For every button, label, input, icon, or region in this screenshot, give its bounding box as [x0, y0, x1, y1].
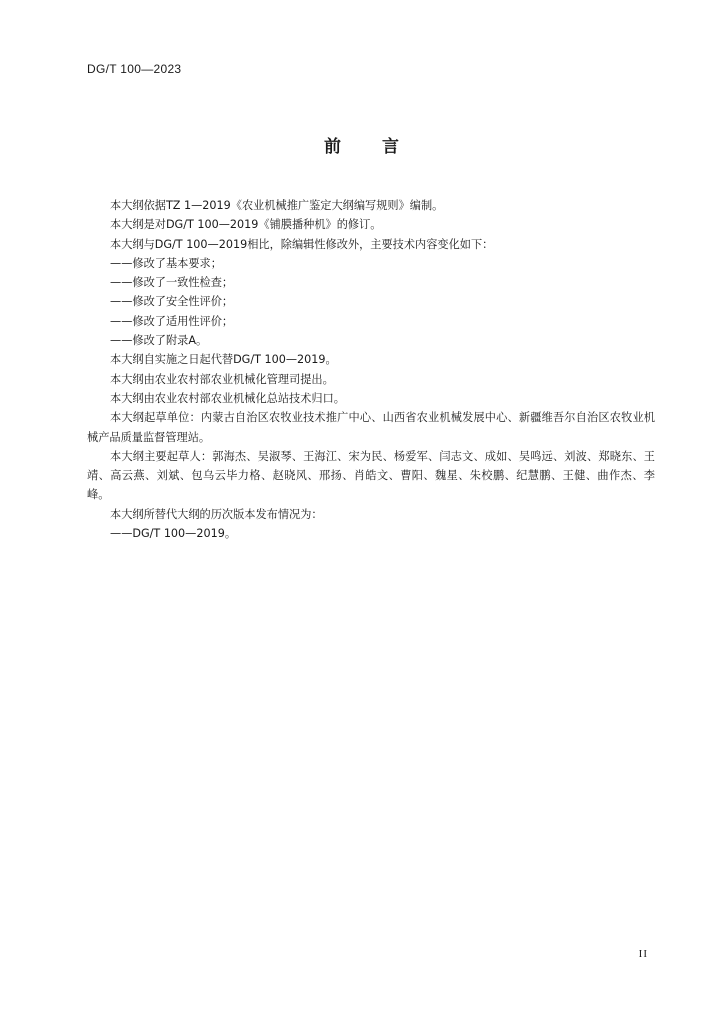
paragraph-basis: 本大纲依据TZ 1—2019《农业机械推广鉴定大纲编写规则》编制。 — [110, 199, 444, 212]
page-title — [0, 132, 724, 157]
foreword-body — [87, 196, 655, 543]
document-code-header: DG/T 100—2023 — [87, 62, 182, 76]
history-item: ——DG/T 100—2019。 — [110, 527, 237, 541]
change-item: ——修改了附录A。 — [110, 334, 208, 348]
change-item: ——修改了安全性评价； — [110, 295, 234, 309]
page-number: II — [638, 948, 648, 960]
paragraph-proposed-by: 本大纲由农业农村部农业机械化管理司提出。 — [110, 372, 334, 386]
title-part-2: 言 — [382, 137, 400, 157]
title-part-1: 前 — [324, 137, 342, 157]
change-item: ——修改了适用性评价； — [110, 314, 234, 328]
paragraph-drafters: 本大纲主要起草人：郭海杰、吴淑琴、王海江、宋为民、杨爱军、闫志文、成如、吴鸣远、刘波、郑晓东、王靖、高云燕、刘斌、包乌云毕力格、赵晓风、邢扬、肖皓文、曹阳、魏星、朱校鹏、纪慧鹏、王健、曲作杰、李峰。 — [87, 449, 655, 502]
change-item: ——修改了一致性检查； — [110, 276, 234, 290]
paragraph-drafting-units: 本大纲起草单位：内蒙古自治区农牧业技术推广中心、山西省农业机械发展中心、新疆维吾尔自治区农牧业机械产品质量监督管理站。 — [87, 411, 655, 444]
paragraph-revision: 本大纲是对DG/T 100—2019《铺膜播种机》的修订。 — [110, 218, 382, 232]
change-item: ——修改了基本要求； — [110, 256, 222, 270]
paragraph-changes-intro: 本大纲与DG/T 100—2019相比，除编辑性修改外，主要技术内容变化如下： — [110, 237, 494, 251]
paragraph-history-intro: 本大纲所替代大纲的历次版本发布情况为： — [110, 507, 323, 521]
paragraph-centralized-by: 本大纲由农业农村部农业机械化总站技术归口。 — [110, 391, 345, 405]
paragraph-replaces: 本大纲自实施之日起代替DG/T 100—2019。 — [110, 353, 337, 367]
